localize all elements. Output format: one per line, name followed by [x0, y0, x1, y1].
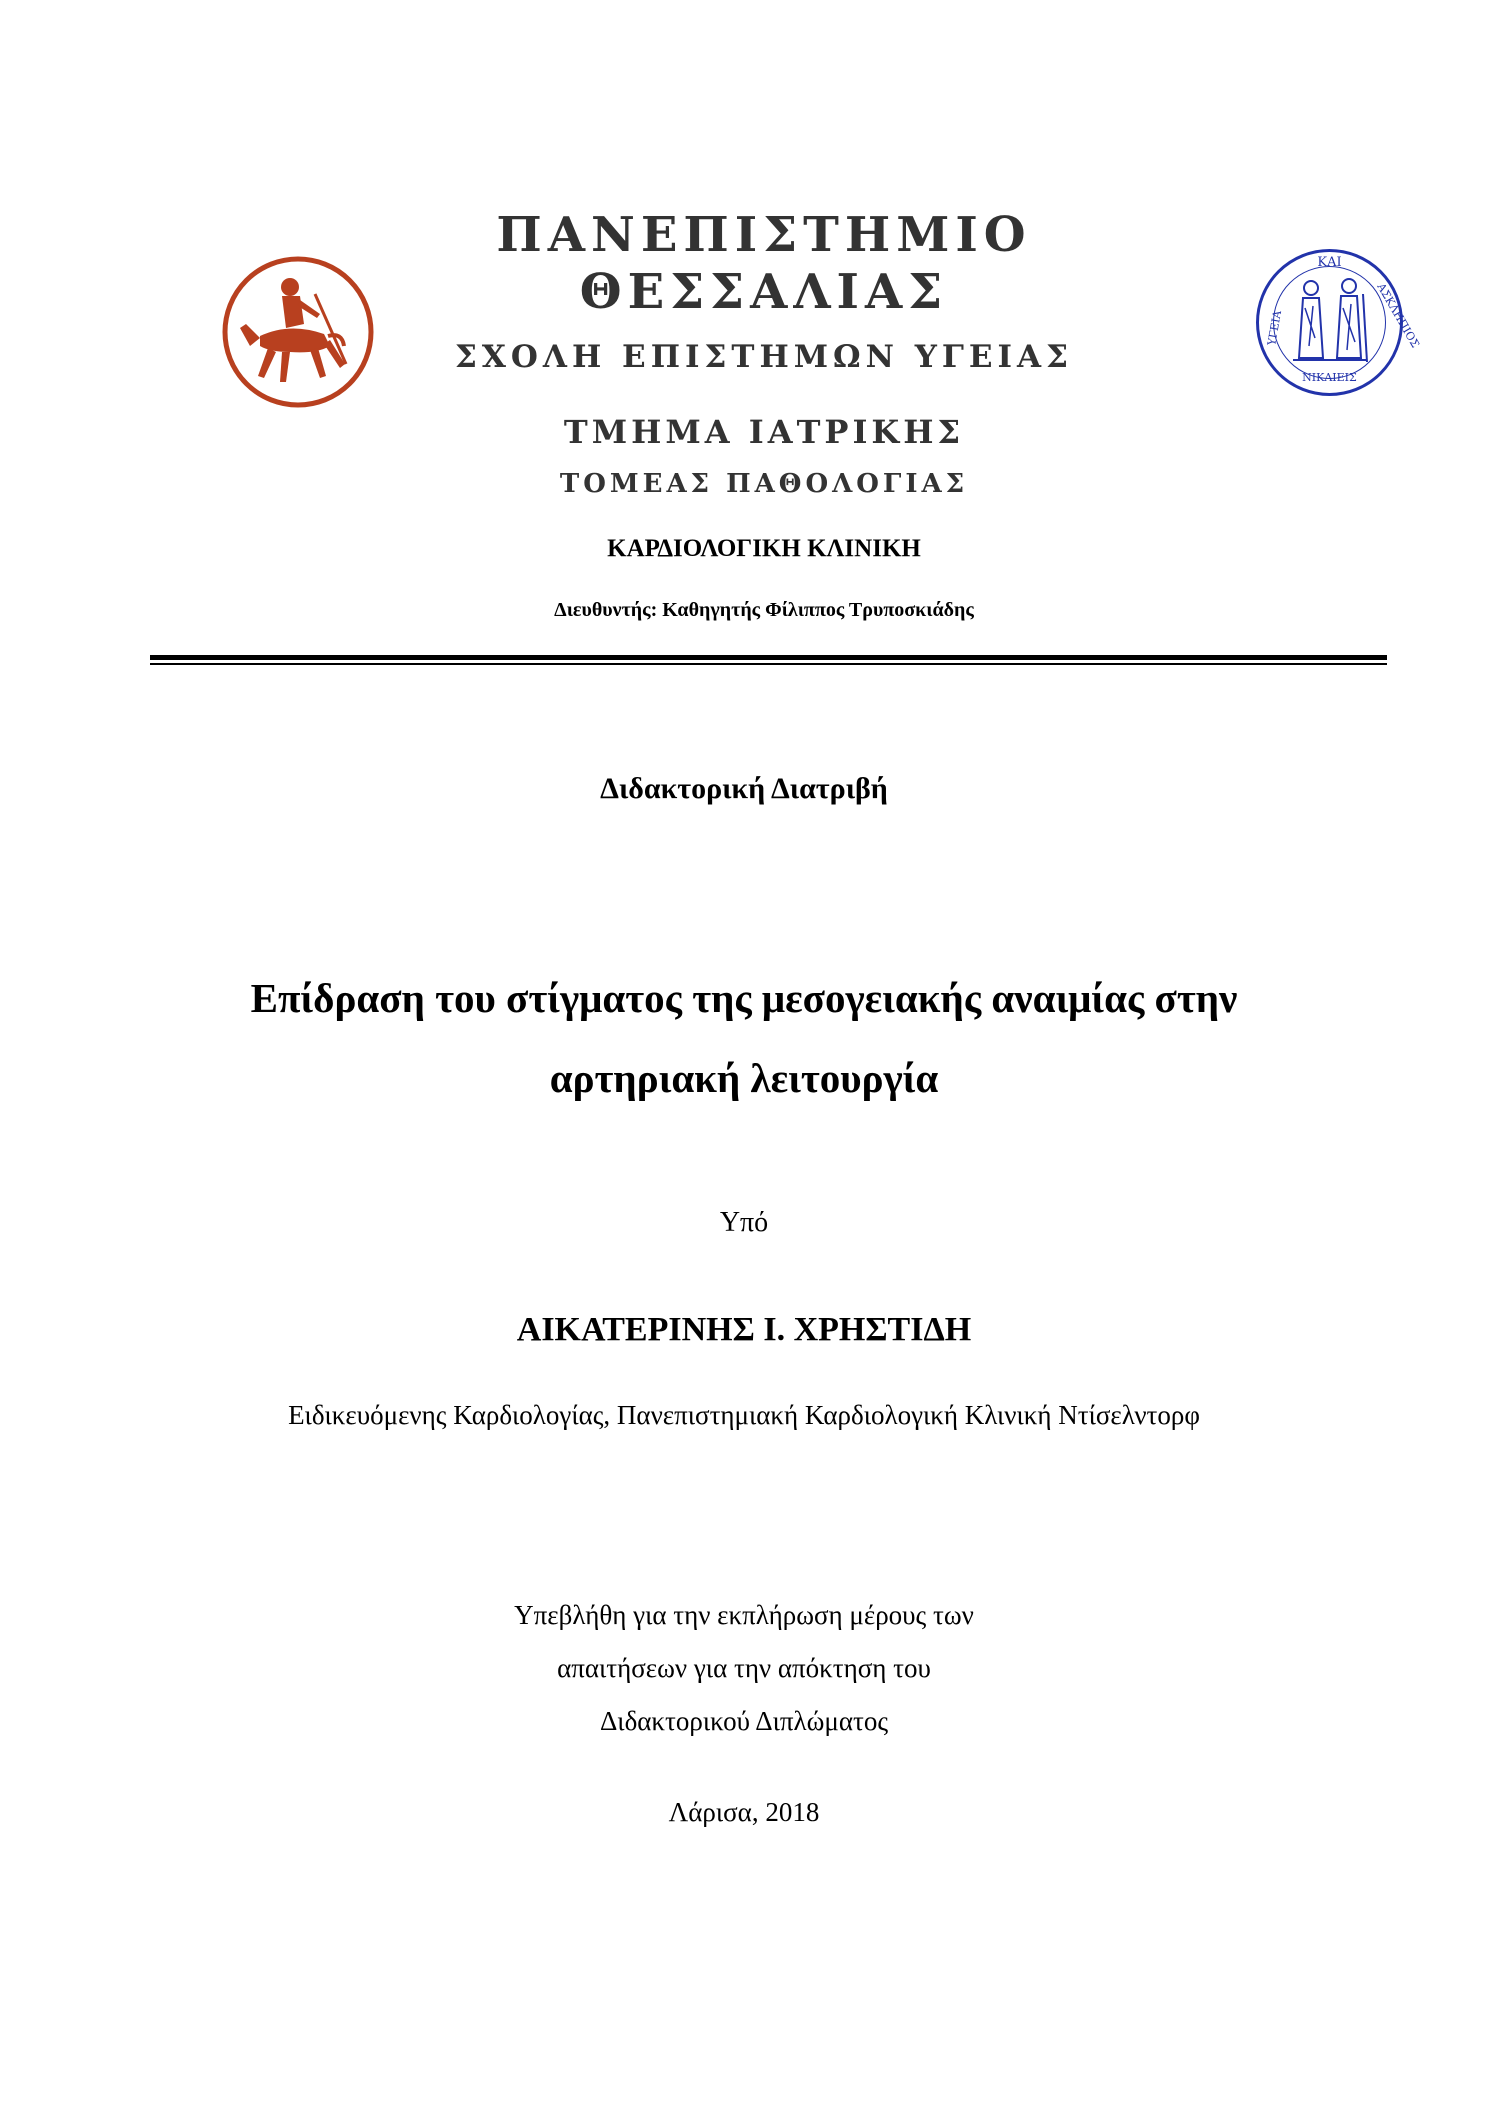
university-logo	[220, 254, 376, 410]
submission-statement-line1: Υπεβλήθη για την εκπλήρωση μέρους των	[514, 1600, 974, 1630]
medical-school-seal	[1253, 246, 1422, 399]
seal-text-bottom: ΝΙΚΑΙΕΙΣ	[1302, 371, 1357, 384]
place-and-date: Λάρισα, 2018	[668, 1797, 820, 1827]
submission-statement-line2: απαιτήσεων για την απόκτηση του	[557, 1653, 931, 1683]
department-name: ΤΜΗΜΑ ΙΑΤΡΙΚΗΣ	[563, 413, 965, 451]
document-type: Διδακτορική Διατριβή	[600, 772, 888, 805]
school-name: ΣΧΟΛΗ ΕΠΙΣΤΗΜΩΝ ΥΓΕΙΑΣ	[454, 339, 1074, 375]
by-label: Υπό	[719, 1207, 769, 1238]
medical-school-seal-icon	[1253, 246, 1422, 399]
header-divider-thick	[150, 655, 1387, 660]
author-affiliation: Ειδικευόμενης Καρδιολογίας, Πανεπιστημιακή Καρδιολογική Κλινική Ντίσελντορφ	[288, 1400, 1200, 1430]
clinic-director: Διευθυντής: Καθηγητής Φίλιππος Τρυποσκιάδης	[554, 599, 974, 621]
university-name-line2: ΘΕΣΣΑΛΙΑΣ	[579, 264, 949, 320]
seal-text-left: ΥΓΕΙΑ	[1265, 309, 1285, 347]
header-divider-thin	[150, 663, 1387, 665]
submission-statement-line3: Διδακτορικού Διπλώματος	[599, 1706, 889, 1736]
seal-text-right: ΑΣΚΛΗΠΙΟΣ	[1374, 281, 1422, 351]
university-name-line1: ΠΑΝΕΠΙΣΤΗΜΙΟ	[496, 207, 1032, 263]
clinic-name: ΚΑΡΔΙΟΛΟΓΙΚΗ ΚΛΙΝΙΚΗ	[607, 535, 921, 562]
thesis-title-line2: αρτηριακή λειτουργία	[549, 1055, 939, 1101]
sector-name: ΤΟΜΕΑΣ ΠΑΘΟΛΟΓΙΑΣ	[559, 469, 969, 499]
centaur-logo-icon	[220, 254, 376, 410]
seal-text-top: ΚΑΙ	[1317, 255, 1342, 270]
author-name: ΑΙΚΑΤΕΡΙΝΗΣ Ι. ΧΡΗΣΤΙΔΗ	[516, 1311, 972, 1348]
thesis-title-line1: Επίδραση του στίγματος της μεσογειακής αναιμίας στην	[250, 975, 1238, 1021]
